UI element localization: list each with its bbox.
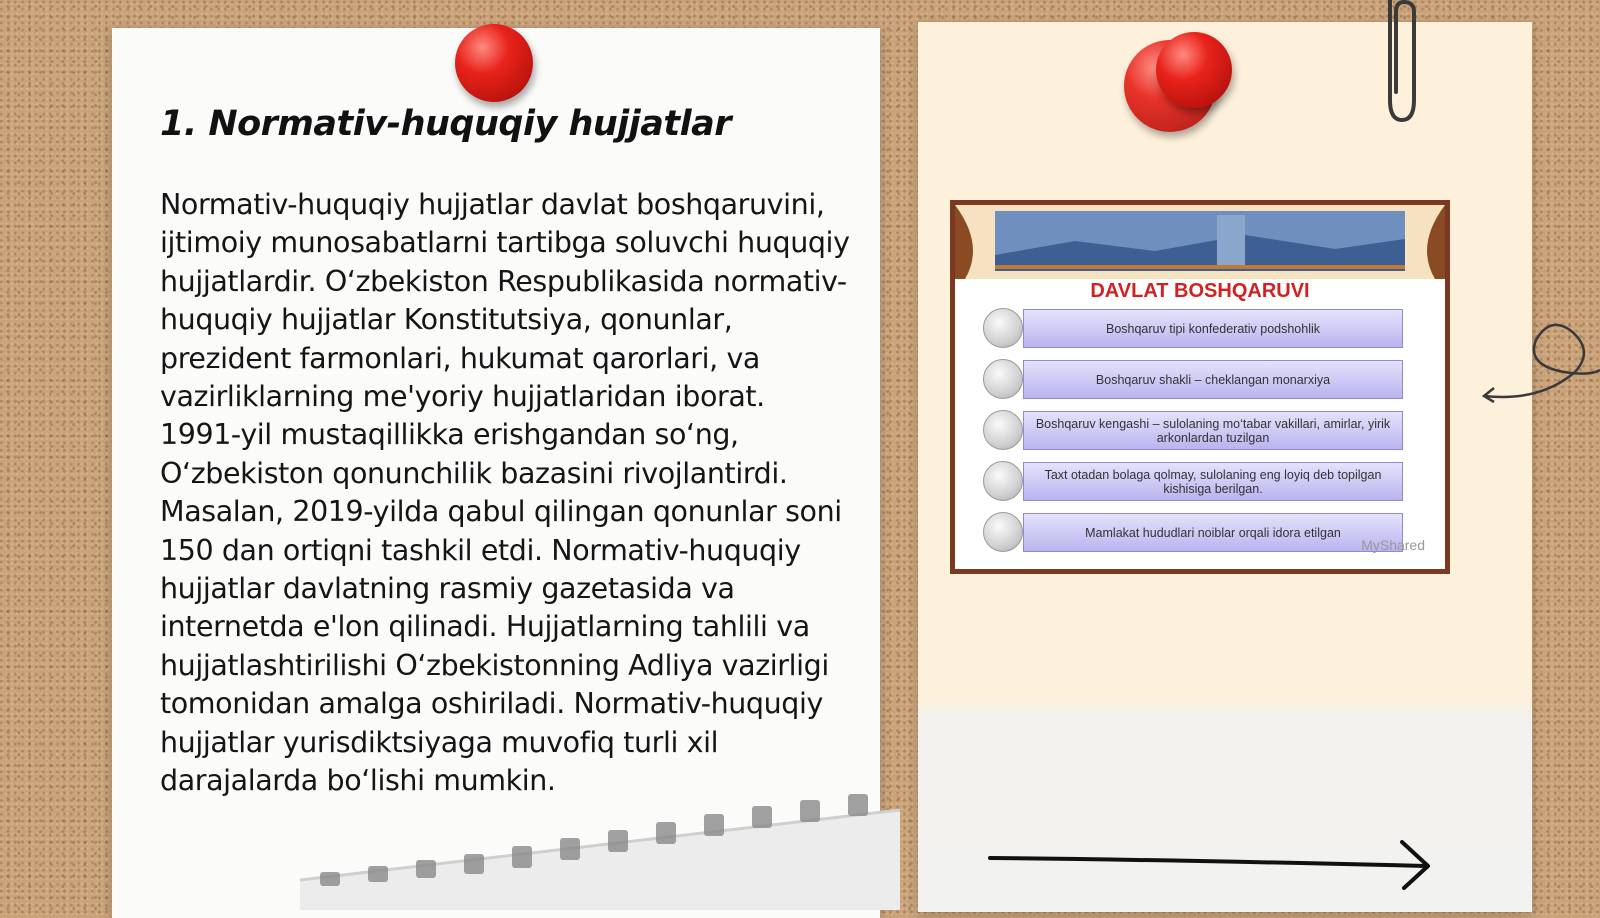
watermark-label: MyShared: [1361, 537, 1425, 553]
bullet-circle-icon: [983, 308, 1023, 348]
slide-item-text: Mamlakat hududlari noiblar orqali idora etilgan: [1023, 513, 1403, 552]
pushpin-icon: [1156, 32, 1232, 108]
slide-item-text: Boshqaruv kengashi – sulolaning mo‘tabar vakillari, amirlar, yirik arkonlardan tuzilgan: [1023, 411, 1403, 450]
bullet-circle-icon: [983, 461, 1023, 501]
slide-list-item: [983, 359, 1403, 401]
slide-list-item: [983, 308, 1403, 350]
slide-item-text: Boshqaruv shakli – cheklangan monarxiya: [1023, 360, 1403, 399]
bullet-circle-icon: [983, 359, 1023, 399]
slide-item-text: Boshqaruv tipi konfederativ podshohlik: [1023, 309, 1403, 348]
slide-item-text: Taxt otadan bolaga qolmay, sulolaning eng loyiq deb topilgan kishisiga berilgan.: [1023, 462, 1403, 501]
scribble-arrow-icon: [1480, 310, 1600, 410]
slide-list-item: [983, 512, 1403, 554]
slide-banner: [955, 205, 1445, 279]
section-heading: 1. Normativ-huquqiy hujjatlar: [160, 104, 731, 144]
bullet-circle-icon: [983, 410, 1023, 450]
slide-title: DAVLAT BOSHQARUVI: [1090, 280, 1310, 302]
paperclip-icon: [1372, 0, 1424, 130]
arrow-right-icon: [986, 838, 1446, 890]
slide-image: [950, 200, 1450, 574]
bullet-circle-icon: [983, 512, 1023, 552]
body-paragraph: Normativ-huquqiy hujjatlar davlat boshqaruvini, ijtimoiy munosabatlarni tartibga soluvchi huquqiy hujjatlardir. O‘zbekiston Respublikasida normativ-huquqiy hujjatlar Konstitutsiya, qonunlar, prezident farmonlari, hukumat qarorlari, va vazirliklarning me'yoriy hujjatlaridan iborat. 1991-yil mustaqillikka erishgandan so‘ng, O‘zbekiston qonunchilik bazasini rivojlantirdi. Masalan, 2019-yilda qabul qilingan qonunlar soni 150 dan ortiqni tashkil etdi. Normativ-huquqiy hujjatlar davlatning rasmiy gazetasida va internetda e'lon qilinadi. Hujjatlarning tahlili va hujjatlashtirilishi O‘zbekistonning Adliya vazirligi tomonidan amalga oshiriladi. Normativ-huquqiy hujjatlar yurisdiktsiyaga muvofiq turli xil darajalarda bo‘lishi mumkin.: [160, 188, 850, 798]
pushpin-icon: [455, 24, 533, 102]
slide-list-item: [983, 461, 1403, 503]
slide-list-item: [983, 410, 1403, 452]
